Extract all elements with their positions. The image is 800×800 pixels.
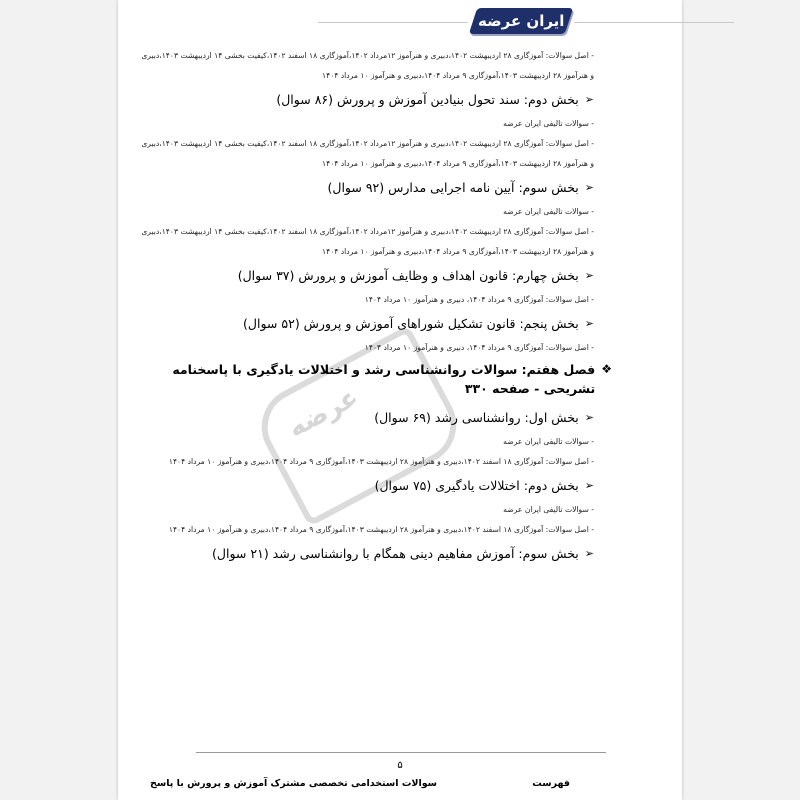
toc-section-title: بخش چهارم: قانون اهداف و وظایف آموزش و پرورش (۳۷ سوال)	[237, 268, 579, 283]
diamond-bullet-icon: ❖	[601, 362, 612, 376]
footer-book-title: سوالات استخدامی تخصصی مشترک آموزش و پرورش با پاسخ	[150, 778, 437, 789]
toc-line: - اصل سوالات: آموزگاری ۲۸ اردیبهشت ۱۴۰۲،دبیری و هنرآموز ۱۲مرداد ۱۴۰۲،آموزگاری ۱۸ اسفند ۱۴۰۲،کیفیت بخشی ۱۴ اردیبهشت ۱۴۰۳،دبیری	[141, 139, 594, 148]
toc-line: - سوالات تالیفی ایران عرضه	[503, 437, 594, 446]
toc-line: - سوالات تالیفی ایران عرضه	[503, 207, 594, 216]
toc-section-title: بخش دوم: سند تحول بنیادین آموزش و پرورش (۸۶ سوال)	[276, 92, 579, 107]
watermark-text: عرضه	[283, 382, 364, 444]
toc-section-heading[interactable]	[154, 174, 594, 202]
toc-chapter-heading[interactable]	[154, 360, 612, 398]
toc-content	[141, 46, 612, 568]
footer-section-label: فهرست	[532, 778, 570, 789]
toc-section-heading[interactable]	[154, 86, 594, 114]
toc-section-title: بخش پنجم: قانون تشکیل شوراهای آموزش و پرورش (۵۲ سوال)	[243, 316, 579, 331]
toc-line: و هنرآموز ۲۸ اردیبهشت ۱۴۰۳،آموزگاری ۹ مرداد ۱۴۰۴،دبیری و هنرآموز ۱۰ مرداد ۱۴۰۴	[322, 247, 594, 256]
brand-logo-text: ایران عرضه	[477, 12, 565, 30]
arrow-icon: ➢	[584, 547, 594, 560]
arrow-icon: ➢	[584, 411, 594, 424]
toc-section-heading[interactable]	[154, 404, 594, 432]
toc-section-heading[interactable]	[154, 310, 594, 338]
toc-line: و هنرآموز ۲۸ اردیبهشت ۱۴۰۳،آموزگاری ۹ مرداد ۱۴۰۴،دبیری و هنرآموز ۱۰ مرداد ۱۴۰۴	[322, 159, 594, 168]
toc-section-heading[interactable]	[154, 262, 594, 290]
toc-section-heading[interactable]	[154, 540, 594, 568]
toc-line: - سوالات تالیفی ایران عرضه	[503, 119, 594, 128]
toc-chapter-title: فصل هفتم: سوالات روانشناسی رشد و اختلالات یادگیری با پاسخنامه تشریحی - صفحه ۳۳۰	[172, 362, 596, 396]
page-number: ۵	[397, 760, 403, 771]
arrow-icon: ➢	[584, 93, 594, 106]
toc-line: - اصل سوالات: آموزگاری ۱۸ اسفند ۱۴۰۲،دبیری و هنرآموز ۲۸ اردیبهشت ۱۴۰۳،آموزگاری ۹ مرداد ۱۴۰۴،دبیری و هنرآموز ۱۰ مرداد ۱۴۰۴	[168, 525, 594, 534]
toc-line: - اصل سوالات: آموزگاری ۲۸ اردیبهشت ۱۴۰۲،دبیری و هنرآموز ۱۲مرداد ۱۴۰۲،آموزگاری ۱۸ اسفند ۱۴۰۲،کیفیت بخشی ۱۴ اردیبهشت ۱۴۰۳،دبیری	[141, 51, 594, 60]
brand-logo	[469, 8, 573, 34]
toc-section-title: بخش سوم: آموزش مفاهیم دینی همگام با روانشناسی رشد (۲۱ سوال)	[212, 546, 579, 561]
arrow-icon: ➢	[584, 479, 594, 492]
toc-line: - اصل سوالات: آموزگاری ۹ مرداد ۱۴۰۴، دبیری و هنرآموز ۱۰ مرداد ۱۴۰۴	[364, 343, 594, 352]
toc-section-title: بخش سوم: آیین نامه اجرایی مدارس (۹۲ سوال)	[327, 180, 579, 195]
toc-section-title: بخش دوم: اختلالات یادگیری (۷۵ سوال)	[374, 478, 579, 493]
arrow-icon: ➢	[584, 181, 594, 194]
toc-line: - اصل سوالات: آموزگاری ۹ مرداد ۱۴۰۴، دبیری و هنرآموز ۱۰ مرداد ۱۴۰۴	[364, 295, 594, 304]
toc-line: - اصل سوالات: آموزگاری ۲۸ اردیبهشت ۱۴۰۲،دبیری و هنرآموز ۱۲مرداد ۱۴۰۲،آموزگاری ۱۸ اسفند ۱۴۰۲،کیفیت بخشی ۱۴ اردیبهشت ۱۴۰۳،دبیری	[141, 227, 594, 236]
arrow-icon: ➢	[584, 317, 594, 330]
toc-section-title: بخش اول: روانشناسی رشد (۶۹ سوال)	[374, 410, 579, 425]
footer-rule	[196, 752, 606, 753]
header-rule-right	[574, 22, 734, 23]
toc-line: - سوالات تالیفی ایران عرضه	[503, 505, 594, 514]
toc-line: و هنرآموز ۲۸ اردیبهشت ۱۴۰۳،آموزگاری ۹ مرداد ۱۴۰۴،دبیری و هنرآموز ۱۰ مرداد ۱۴۰۴	[322, 71, 594, 80]
arrow-icon: ➢	[584, 269, 594, 282]
header-rule-left	[318, 22, 468, 23]
toc-section-heading[interactable]	[154, 472, 594, 500]
toc-line: - اصل سوالات: آموزگاری ۱۸ اسفند ۱۴۰۲،دبیری و هنرآموز ۲۸ اردیبهشت ۱۴۰۳،آموزگاری ۹ مرداد ۱۴۰۴،دبیری و هنرآموز ۱۰ مرداد ۱۴۰۴	[168, 457, 594, 466]
